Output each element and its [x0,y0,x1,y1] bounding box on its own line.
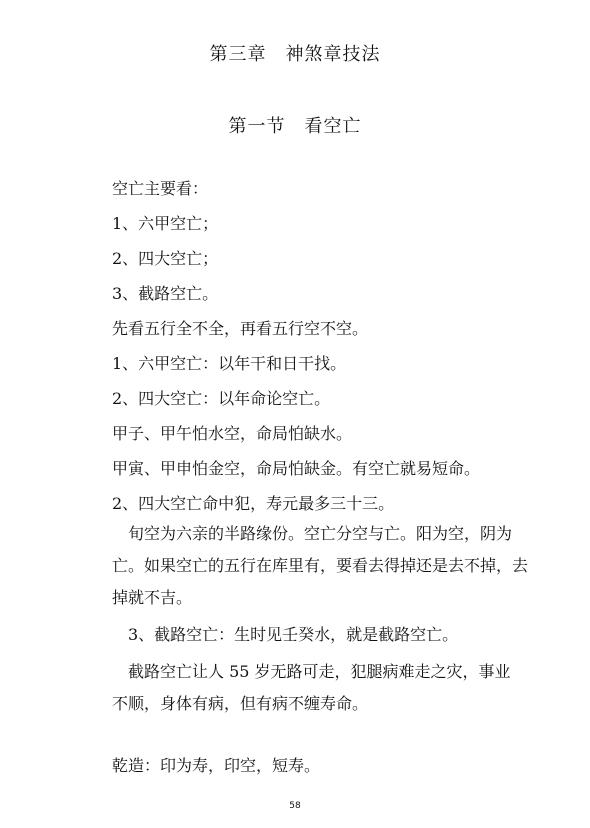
paragraph-line: 掉就不吉。 [112,588,193,607]
paragraph-line: 3、截路空亡：生时见壬癸水，就是截路空亡。 [112,625,459,644]
chapter-title: 第三章 神煞章技法 [209,44,381,65]
text-line: 1、六甲空亡； [112,214,219,233]
text-line: 甲寅、甲申怕金空，命局怕缺金。有空亡就易短命。 [112,459,481,478]
text-line: 2、四大空亡； [112,249,219,268]
text-line: 1、六甲空亡：以年干和日干找。 [112,354,347,373]
text-line: 空亡主要看： [112,179,209,198]
section-title: 第一节 看空亡 [228,116,362,137]
page-number: 58 [289,801,301,811]
paragraph-line: 亡。如果空亡的五行在库里有，要看去得掉还是去不掉，去 [112,556,529,575]
text-line: 甲子、甲午怕水空，命局怕缺水。 [112,424,353,443]
paragraph-line: 截路空亡让人 55 岁无路可走，犯腿病难走之灾，事业 [112,662,511,681]
paragraph-line: 旬空为六亲的半路缘份。空亡分空与亡。阳为空，阴为 [112,524,513,543]
paragraph-line: 不顺，身体有病，但有病不缠寿命。 [112,694,369,713]
text-line: 2、四大空亡命中犯，寿元最多三十三。 [112,494,395,513]
text-line: 3、截路空亡。 [112,284,219,303]
text-line: 乾造：印为寿，印空，短寿。 [112,756,321,775]
text-line: 先看五行全不全，再看五行空不空。 [112,319,369,338]
text-line: 2、四大空亡：以年命论空亡。 [112,389,331,408]
